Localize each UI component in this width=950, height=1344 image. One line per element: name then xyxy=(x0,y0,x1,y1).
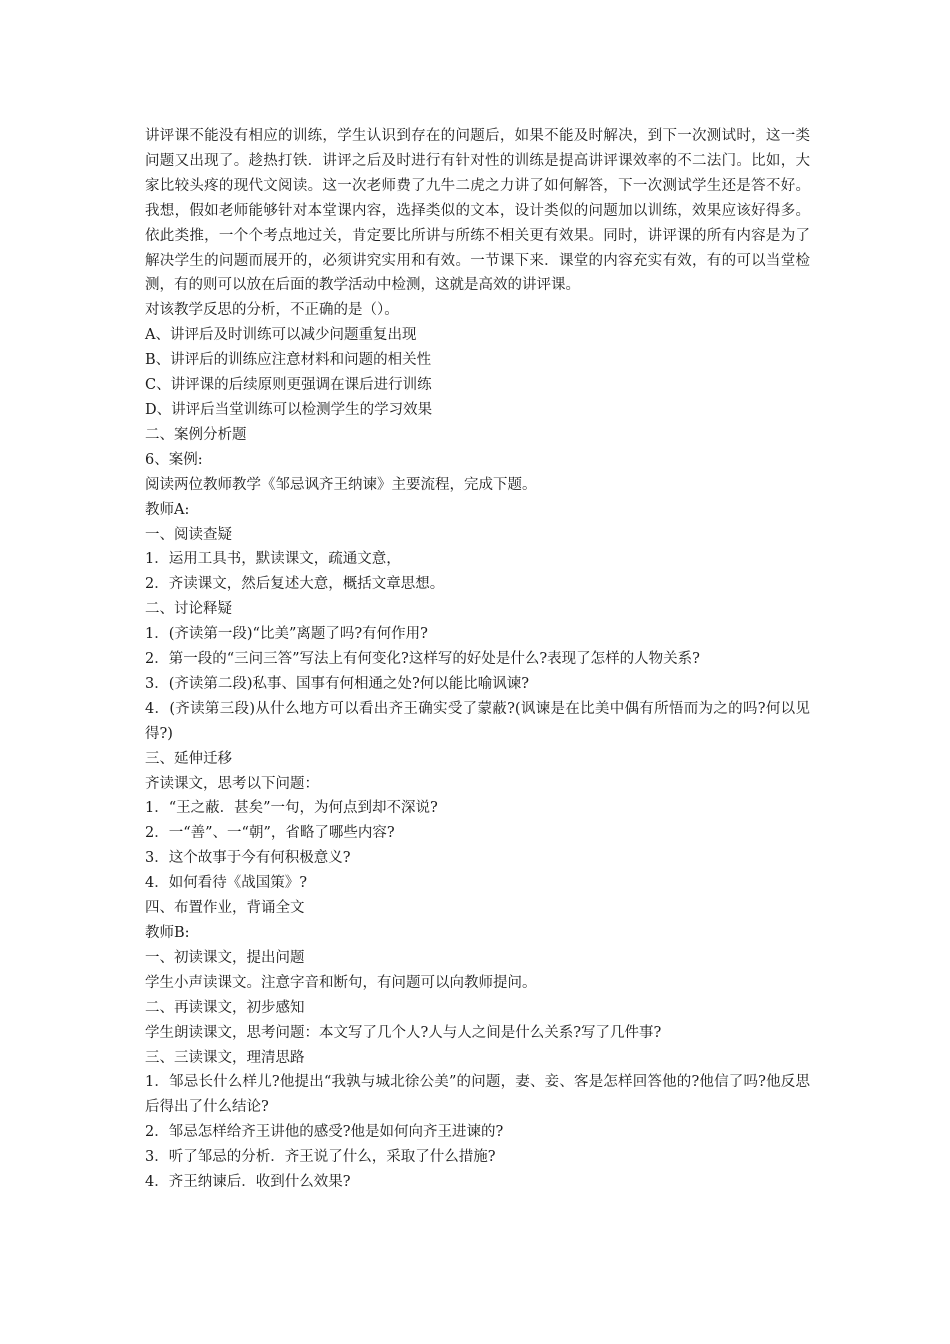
teacher-a-line: 2．第一段的“三问三答”写法上有何变化?这样写的好处是什么?表现了怎样的人物关系? xyxy=(145,651,700,668)
teacher-a-line: 1．运用工具书，默读课文，疏通文意， xyxy=(145,551,401,568)
teacher-b-line: 学生小声读课文。注意字音和断句，有问题可以向教师提问。 xyxy=(145,974,537,991)
teacher-b-line: 二、再读课文，初步感知 xyxy=(145,999,305,1016)
document-page xyxy=(145,124,810,1195)
teacher-b-line: 4．齐王纳谏后．收到什么效果? xyxy=(145,1174,351,1191)
teacher-a-line: 三、延伸迁移 xyxy=(145,750,232,767)
teacher-a-line: 一、阅读查疑 xyxy=(145,526,232,543)
option-a: A、讲评后及时训练可以减少问题重复出现 xyxy=(145,327,417,344)
teacher-a-line: 1．(齐读第一段)“比美”离题了吗?有何作用? xyxy=(145,626,428,643)
teacher-a-label: 教师A: xyxy=(145,501,190,518)
case-label: 6、案例: xyxy=(145,451,203,468)
teacher-a-line: 四、布置作业，背诵全文 xyxy=(145,900,305,917)
teacher-a-line: 4．如何看待《战国策》? xyxy=(145,875,307,892)
teacher-a-line: 1．“王之蔽．甚矣”一句，为何点到却不深说? xyxy=(145,800,438,817)
teacher-a-line: 4．(齐读第三段)从什么地方可以看出齐王确实受了蒙蔽?(讽谏是在比美中偶有所悟而为之的吗?何以见得?) xyxy=(145,700,810,742)
intro-paragraph: 讲评课不能没有相应的训练，学生认识到存在的问题后，如果不能及时解决，到下一次测试时，这一类问题又出现了。趁热打铁．讲评之后及时进行有针对性的训练是提高讲评课效率的不二法门。比如，大家比较头疼的现代文阅读。这一次老师费了九牛二虎之力讲了如何解答，下一次测试学生还是答不好。我想，假如老师能够针对本堂课内容，选择类似的文本，设计类似的问题加以训练，效果应该好得多。依此类推，一个个考点地过关，肯定要比所讲与所练不相关更有效果。同时，讲评课的所有内容是为了解决学生的问题而展开的，必须讲究实用和有效。一节课下来．课堂的内容充实有效，有的可以当堂检测，有的则可以放在后面的教学活动中检测，这就是高效的讲评课。 xyxy=(145,128,810,294)
option-d: D、讲评后当堂训练可以检测学生的学习效果 xyxy=(145,401,433,418)
teacher-b-line: 3．听了邹忌的分析．齐王说了什么，采取了什么措施? xyxy=(145,1149,496,1166)
teacher-a-line: 二、讨论释疑 xyxy=(145,601,232,618)
teacher-b-line: 2．邹忌怎样给齐王讲他的感受?他是如何向齐王进谏的? xyxy=(145,1124,504,1141)
section-title: 二、案例分析题 xyxy=(145,426,247,443)
teacher-a-line: 2．齐读课文，然后复述大意，概括文章思想。 xyxy=(145,576,445,593)
option-c: C、讲评课的后续原则更强调在课后进行训练 xyxy=(145,377,432,394)
teacher-a-line: 2．一“善”、一“朝”，省略了哪些内容? xyxy=(145,825,395,842)
teacher-b-line: 一、初读课文，提出问题 xyxy=(145,949,305,966)
teacher-b-line: 三、三读课文，理清思路 xyxy=(145,1049,305,1066)
teacher-a-line: 3．这个故事于今有何积极意义? xyxy=(145,850,351,867)
case-intro: 阅读两位教师教学《邹忌讽齐王纳谏》主要流程，完成下题。 xyxy=(145,476,537,493)
teacher-b-line: 1．邹忌长什么样儿?他提出“我孰与城北徐公美”的问题，妻、妾、客是怎样回答他的?他信了吗?他反思后得出了什么结论? xyxy=(145,1074,810,1116)
option-b: B、讲评后的训练应注意材料和问题的相关性 xyxy=(145,352,432,369)
question-stem: 对该教学反思的分析，不正确的是（）。 xyxy=(145,302,399,319)
teacher-a-line: 3．(齐读第二段)私事、国事有何相通之处?何以能比喻讽谏? xyxy=(145,675,530,692)
teacher-b-line: 学生朗读课文，思考问题：本文写了几个人?人与人之间是什么关系?写了几件事? xyxy=(145,1024,662,1041)
teacher-b-label: 教师B: xyxy=(145,925,190,941)
teacher-a-line: 齐读课文，思考以下问题： xyxy=(145,775,319,792)
